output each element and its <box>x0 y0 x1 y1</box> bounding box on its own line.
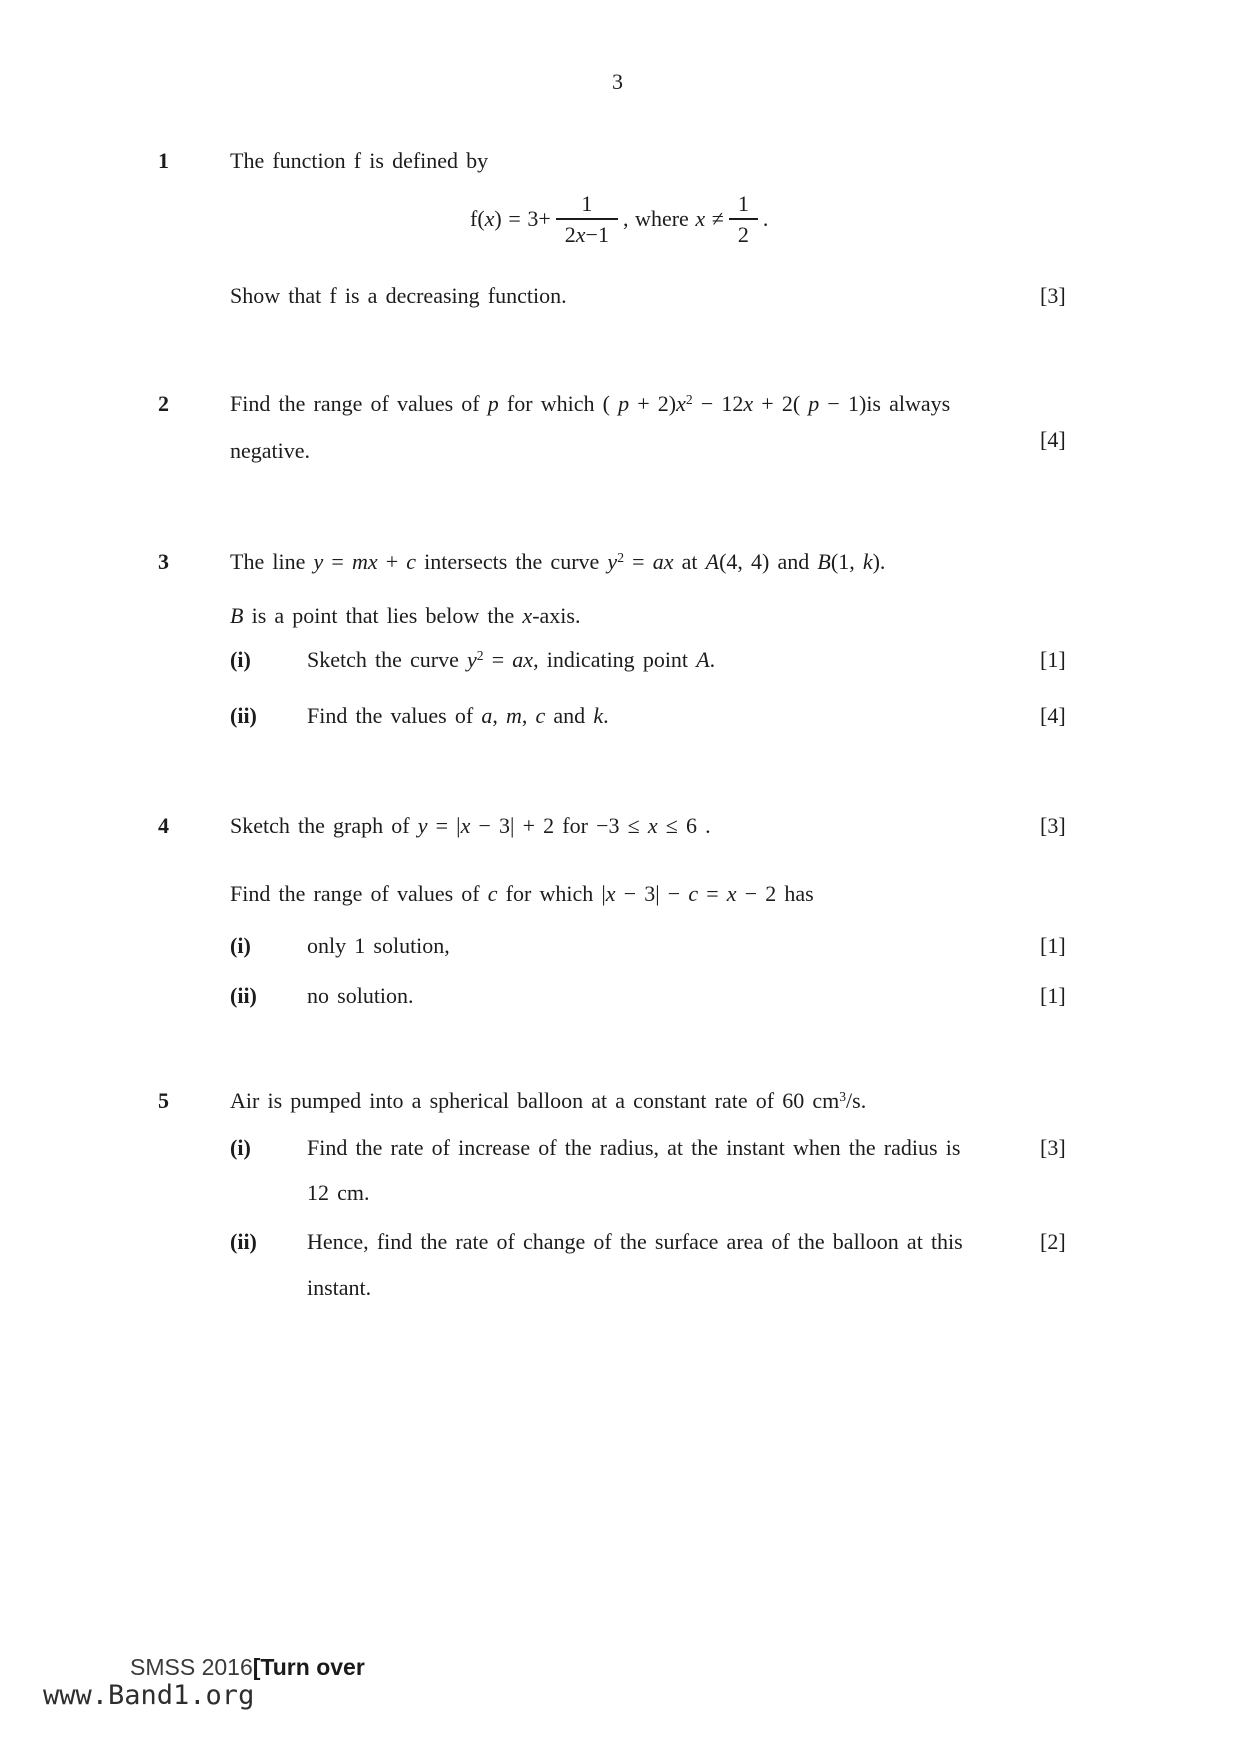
question-4i-text: only 1 solution, <box>307 933 450 958</box>
question-1-marks: [3] <box>1040 283 1066 308</box>
question-4ii-text: no solution. <box>307 983 414 1008</box>
question-5ii-text-line2: instant. <box>307 1275 372 1300</box>
question-3i-label: (i) <box>230 647 251 672</box>
fraction-one-half <box>729 192 758 246</box>
question-1-formula <box>470 192 768 246</box>
question-4ii-label: (ii) <box>230 983 257 1008</box>
question-1-number: 1 <box>158 148 169 173</box>
question-4-text-line2: Find the range of values of c for which |x − 3| − c = x − 2 has <box>230 881 814 906</box>
question-5ii-text-line1: Hence, find the rate of change of the surface area of the balloon at this <box>307 1229 963 1254</box>
question-2-number: 2 <box>158 391 169 416</box>
turn-over-label: [Turn over <box>252 1654 365 1680</box>
question-5ii-label: (ii) <box>230 1229 257 1254</box>
question-4-marks: [3] <box>1040 813 1066 838</box>
question-5-number: 5 <box>158 1088 169 1113</box>
question-4ii-marks: [1] <box>1040 983 1066 1008</box>
formula-prefix: f(x) = 3+ <box>470 206 551 232</box>
fraction-numerator: 1 <box>729 192 758 220</box>
question-5-text-line1: Air is pumped into a spherical balloon at a constant rate of 60 $cm^3/s$. <box>230 1088 867 1113</box>
page-number: 3 <box>612 69 623 94</box>
question-5i-marks: [3] <box>1040 1135 1066 1160</box>
watermark-url: www.Band1.org <box>43 1680 255 1711</box>
fraction-one-over-2x-minus-1 <box>556 192 618 246</box>
question-5i-text-line2: 12 cm. <box>307 1180 370 1205</box>
question-3ii-marks: [4] <box>1040 703 1066 728</box>
question-5ii-marks: [2] <box>1040 1229 1066 1254</box>
question-3ii-label: (ii) <box>230 703 257 728</box>
question-3ii-text: Find the values of a, m, c and k. <box>307 703 609 728</box>
question-2-text-line1: Find the range of values of p for which ( $p + 2)x^2 - 12x + 2$( p − 1)is always <box>230 391 951 416</box>
fraction-numerator: 1 <box>556 192 618 220</box>
formula-suffix: . <box>762 206 769 232</box>
question-3-number: 3 <box>158 549 169 574</box>
question-3-text-line2: B is a point that lies below the x-axis. <box>230 603 581 628</box>
page-footer <box>130 1654 365 1681</box>
question-1-task: Show that f is a decreasing function. <box>230 283 567 308</box>
formula-middle: , where x ≠ <box>622 206 724 232</box>
question-4i-marks: [1] <box>1040 933 1066 958</box>
question-4-number: 4 <box>158 813 169 838</box>
question-1-intro: The function f is defined by <box>230 148 489 173</box>
question-4i-label: (i) <box>230 933 251 958</box>
question-5i-label: (i) <box>230 1135 251 1160</box>
question-2-text-line2: negative. <box>230 438 311 463</box>
question-2-marks: [4] <box>1040 427 1066 452</box>
question-4-text-line1: Sketch the graph of y = |x − 3| + 2 for −3 ≤ x ≤ 6 . <box>230 813 711 838</box>
question-3-text-line1: The line y = mx + c intersects the curve $y^2$ = ax at A(4, 4) and B(1, k). <box>230 549 886 574</box>
fraction-denominator: 2x−1 <box>564 222 609 248</box>
question-3i-marks: [1] <box>1040 647 1066 672</box>
question-5i-text-line1: Find the rate of increase of the radius, at the instant when the radius is <box>307 1135 961 1160</box>
question-3i-text: Sketch the curve $y^2$ = ax, indicating point A. <box>307 647 716 672</box>
exam-code: SMSS 2016 <box>130 1654 253 1680</box>
fraction-denominator: 2 <box>737 222 749 248</box>
